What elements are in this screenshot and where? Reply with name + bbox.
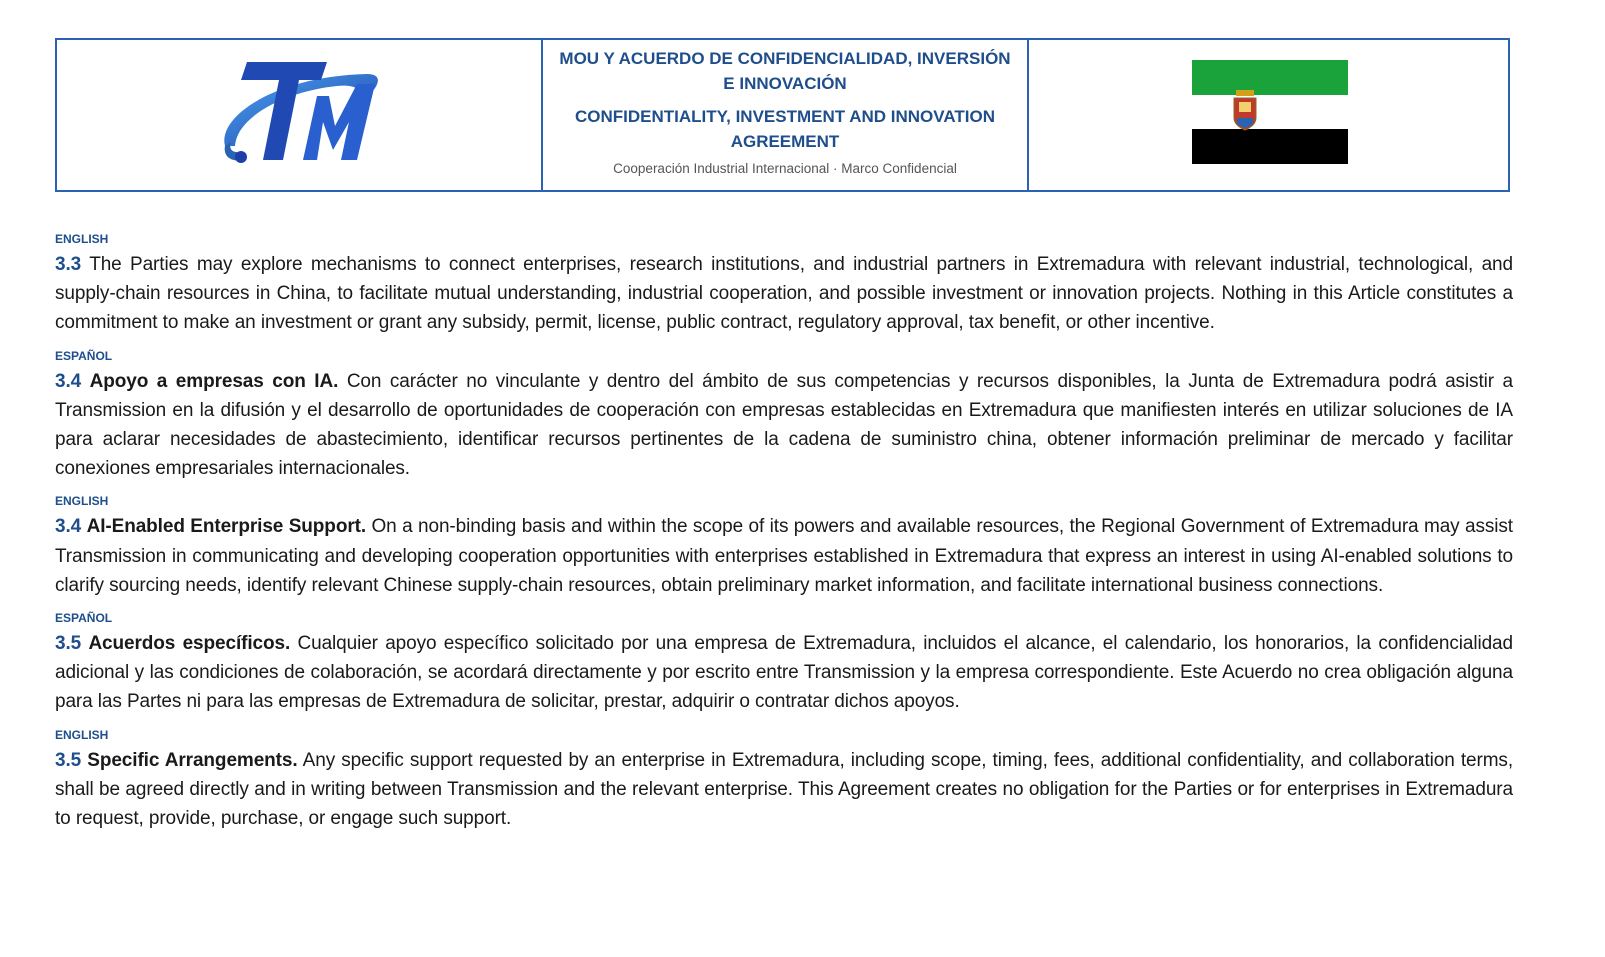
clause-text: The Parties may explore mechanisms to connect enterprises, research institutions, and industrial partners in Extremadura with relevant industrial, technological, and supply-chain resources in China, to facilitate mutual understanding, industrial cooperation, and possible investment or innovation projects. Nothing in this Article constitutes a commitment to make an investment or grant any subsidy, permit, license, public contract, regulatory approval, tax benefit, or other incentive. bbox=[55, 254, 1513, 334]
clause-paragraph bbox=[55, 512, 1513, 600]
clause-paragraph bbox=[55, 629, 1513, 717]
clause-paragraph bbox=[55, 367, 1513, 484]
language-label: ESPAÑOL bbox=[55, 348, 113, 363]
clause-number: 3.4 bbox=[55, 516, 82, 538]
extremadura-flag-icon bbox=[1192, 60, 1348, 164]
clause-number: 3.4 bbox=[55, 370, 82, 392]
clause-paragraph bbox=[55, 746, 1513, 834]
title-english: CONFIDENTIALITY, INVESTMENT AND INNOVATION AGREEMENT bbox=[575, 107, 995, 151]
clause-text: Any specific support requested by an enterprise in Extremadura, including scope, timing, fees, additional confidentiality, and collaboration terms, shall be agreed directly and in writing between Transmission and the relevant enterprise. This Agreement creates no obligation for the Parties or for enterprises in Extremadura to request, provide, purchase, or engage such support. bbox=[55, 749, 1514, 830]
document-body bbox=[55, 232, 1513, 844]
section-3-4-english bbox=[55, 494, 1513, 600]
clause-heading: AI-Enabled Enterprise Support. bbox=[86, 516, 367, 538]
clause-heading: Specific Arrangements. bbox=[87, 749, 298, 771]
language-label: ENGLISH bbox=[55, 232, 109, 246]
title-cell bbox=[543, 40, 1029, 190]
section-3-3-english bbox=[55, 232, 1513, 338]
clause-number: 3.5 bbox=[55, 749, 82, 771]
document-header bbox=[55, 38, 1510, 192]
language-label: ESPAÑOL bbox=[55, 611, 113, 626]
section-3-4-spanish bbox=[55, 349, 1513, 484]
clause-text: Con carácter no vinculante y dentro del ámbito de sus competencias y recursos disponibles, la Junta de Extremadura podrá asistir a Transmission en la difusión y el desarrollo de oportunidades de cooperación con empresas establecidas en Extremadura que manifiesten interés en utilizar soluciones de IA para aclarar necesidades de abastecimiento, identificar recursos pertinentes de la cadena de suministro china, obtener información preliminar de mercado y facilitar conexiones empresariales internacionales. bbox=[55, 370, 1513, 480]
title-spanish: MOU Y ACUERDO DE CONFIDENCIALIDAD, INVERSIÓN E INNOVACIÓN bbox=[559, 49, 1011, 93]
clause-heading: Apoyo a empresas con IA. bbox=[89, 370, 339, 392]
logo-cell bbox=[57, 40, 543, 190]
section-3-5-english bbox=[55, 728, 1513, 834]
clause-text: Cualquier apoyo específico solicitado por una empresa de Extremadura, incluidos el alcance, el calendario, los honorarios, la confidencialidad adicional y las condiciones de colaboración, se acordará directamente y por escrito entre Transmission y la empresa correspondiente. Este Acuerdo no crea obligación alguna para las Partes ni para las empresas de Extremadura de solicitar, prestar, adquirir o contratar dichos apoyos. bbox=[55, 633, 1513, 713]
section-3-5-spanish bbox=[55, 611, 1513, 717]
language-label: ENGLISH bbox=[55, 727, 109, 742]
language-label: ENGLISH bbox=[55, 494, 109, 509]
tm-logo-icon bbox=[217, 56, 382, 171]
clause-text: On a non-binding basis and within the scope of its powers and available resources, the Regional Government of Extremadura may assist Transmission in communicating and developing cooperation opportunities with enterprises established in Extremadura that express an interest in using AI-enabled solutions to clarify sourcing needs, identify relevant Chinese supply-chain resources, obtain preliminary market information, and facilitate international business connections. bbox=[55, 516, 1513, 596]
clause-number: 3.5 bbox=[55, 633, 82, 655]
flag-cell bbox=[1029, 40, 1508, 190]
clause-paragraph bbox=[55, 250, 1513, 338]
clause-heading: Acuerdos específicos. bbox=[88, 633, 291, 655]
title-subtitle: Cooperación Industrial Internacional · Marco Confidencial bbox=[613, 161, 957, 176]
clause-number: 3.3 bbox=[55, 254, 82, 275]
